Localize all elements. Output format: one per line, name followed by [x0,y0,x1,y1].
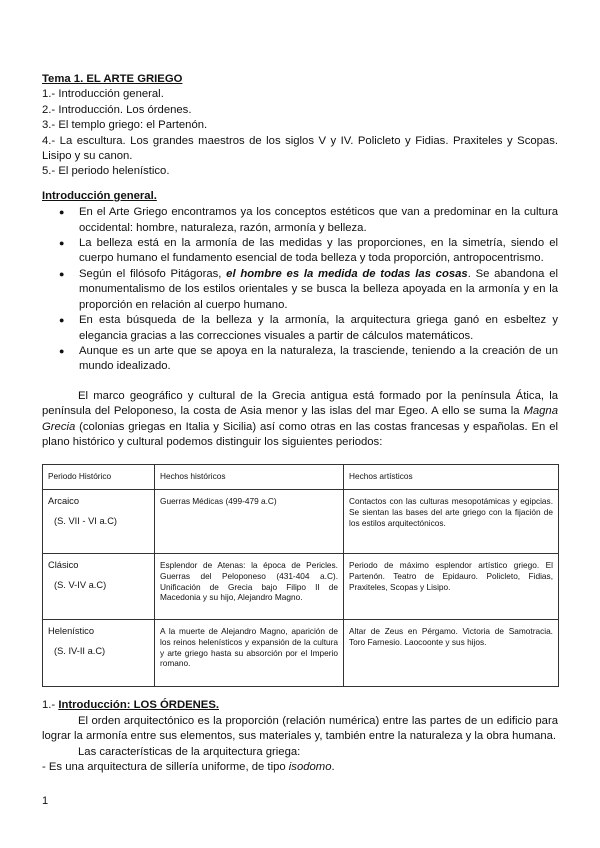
magna-grecia-term: Magna Grecia [42,405,558,433]
period-cell: Helenístico (S. IV-II a.C) [43,620,155,687]
table-row [43,554,559,620]
table-of-contents [42,87,558,179]
art-cell: Contactos con las culturas mesopotámicas y egipcias. Se sientan las bases del arte griego con la fijación de los estilos arquitectónicos. [344,490,559,554]
bullet-item: ● En el Arte Griego encontramos ya los conceptos estéticos que van a predominar en la cultura occidental: hombre, naturaleza, razón, armonía y belleza. [59,206,558,234]
document-page [42,72,558,775]
document-title: Tema 1. EL ARTE GRIEGO [42,73,183,85]
page-number: 1 [42,795,49,807]
bullet-icon: ● [59,238,65,249]
column-header-art: Hechos artísticos [344,465,559,490]
periods-table [42,464,559,687]
intro-bullet-list [42,205,558,374]
history-cell: Guerras Médicas (499-479 a.C) [155,490,344,554]
art-cell: Altar de Zeus en Pérgamo. Victoria de Samotracia. Toro Farnesio. Laocoonte y sus hijos. [344,620,559,687]
orders-paragraph: El orden arquitectónico es la proporción (relación numérica) entre las partes de un edificio para lograr la armonía entre sus elementos, sus materiales y, también entre la naturaleza y la obra humana. [42,714,558,743]
orders-characteristic-item: - Es una arquitectura de sillería uniforme, de tipo isodomo. [42,760,335,773]
pythagoras-quote: el hombre es la medida de todas las cosas [226,267,468,280]
period-cell: Clásico (S. V-IV a.C) [43,554,155,620]
orders-characteristics-intro: Las características de la arquitectura griega: [78,745,301,758]
isodomo-term: isodomo [288,760,332,773]
history-cell: Esplendor de Atenas: la época de Pericles. Guerras del Peloponeso (431-404 a.C). Unificación de Grecia bajo Filipo II de Macedonia y su hijo, Alejandro Magno. [155,554,344,620]
toc-item: 4.- La escultura. Los grandes maestros de los siglos V y IV. Policleto y Fidias. Praxiteles y Scopas. Lisipo y su canon. [42,134,558,163]
table-row [43,490,559,554]
bullet-icon: ● [59,345,65,356]
table-header-row [43,465,559,490]
bullet-icon: ● [59,207,65,218]
bullet-item: ● Según el filósofo Pitágoras, el hombre es la medida de todas las cosas. Se abandona el monumentalismo de los estilos orientales y se busca la belleza apoyada en la armonía y en la proporción en relación al cuerpo humano. [59,267,558,311]
toc-item: 3.- El templo griego: el Partenón. [42,119,208,132]
bullet-item: ● En esta búsqueda de la belleza y la armonía, la arquitectura griega ganó en esbeltez y elegancia gracias a las correcciones visuales a partir de cálculos matemáticos. [59,314,558,342]
column-header-history: Hechos históricos [155,465,344,490]
column-header-period: Periodo Histórico [43,465,155,490]
bullet-icon: ● [59,268,65,279]
bullet-icon: ● [59,315,65,326]
bullet-item: ● Aunque es un arte que se apoya en la naturaleza, la trasciende, teniendo a la creación de un mundo idealizado. [59,344,558,373]
orders-heading: 1.- Introducción: LOS ÓRDENES. [42,699,219,712]
toc-item: 1.- Introducción general. [42,88,164,101]
geography-paragraph: El marco geográfico y cultural de la Grecia antigua está formado por la península Ática, la península del Peloponeso, la costa de Asia menor y las islas del mar Egeo. A ello se suma la Magna Grecia (colonias griegas en Italia y Sicilia) así como otras en las costas francesas y españolas. En el plano histórico y cultural podemos distinguir los siguientes periodos: [42,389,558,448]
bullet-item: ● La belleza está en la armonía de las medidas y las proporciones, en la simetría, siendo el cuerpo humano el fundamento esencial de toda belleza y toda proporción, antropocentrismo. [59,237,558,265]
toc-item: 5.- El periodo helenístico. [42,165,170,178]
toc-item: 2.- Introducción. Los órdenes. [42,103,192,116]
art-cell: Periodo de máximo esplendor artístico griego. El Partenón. Teatro de Epidauro. Policleto, Fidias, Praxiteles, Scopas y Lisipo. [344,554,559,620]
intro-heading: Introducción general. [42,189,157,202]
history-cell: A la muerte de Alejandro Magno, aparición de los reinos helenísticos y expansión de la cultura y arte griego hasta su absorción por el Imperio romano. [155,620,344,687]
table-row [43,620,559,687]
period-cell: Arcaico (S. VII - VI a.C) [43,490,155,554]
